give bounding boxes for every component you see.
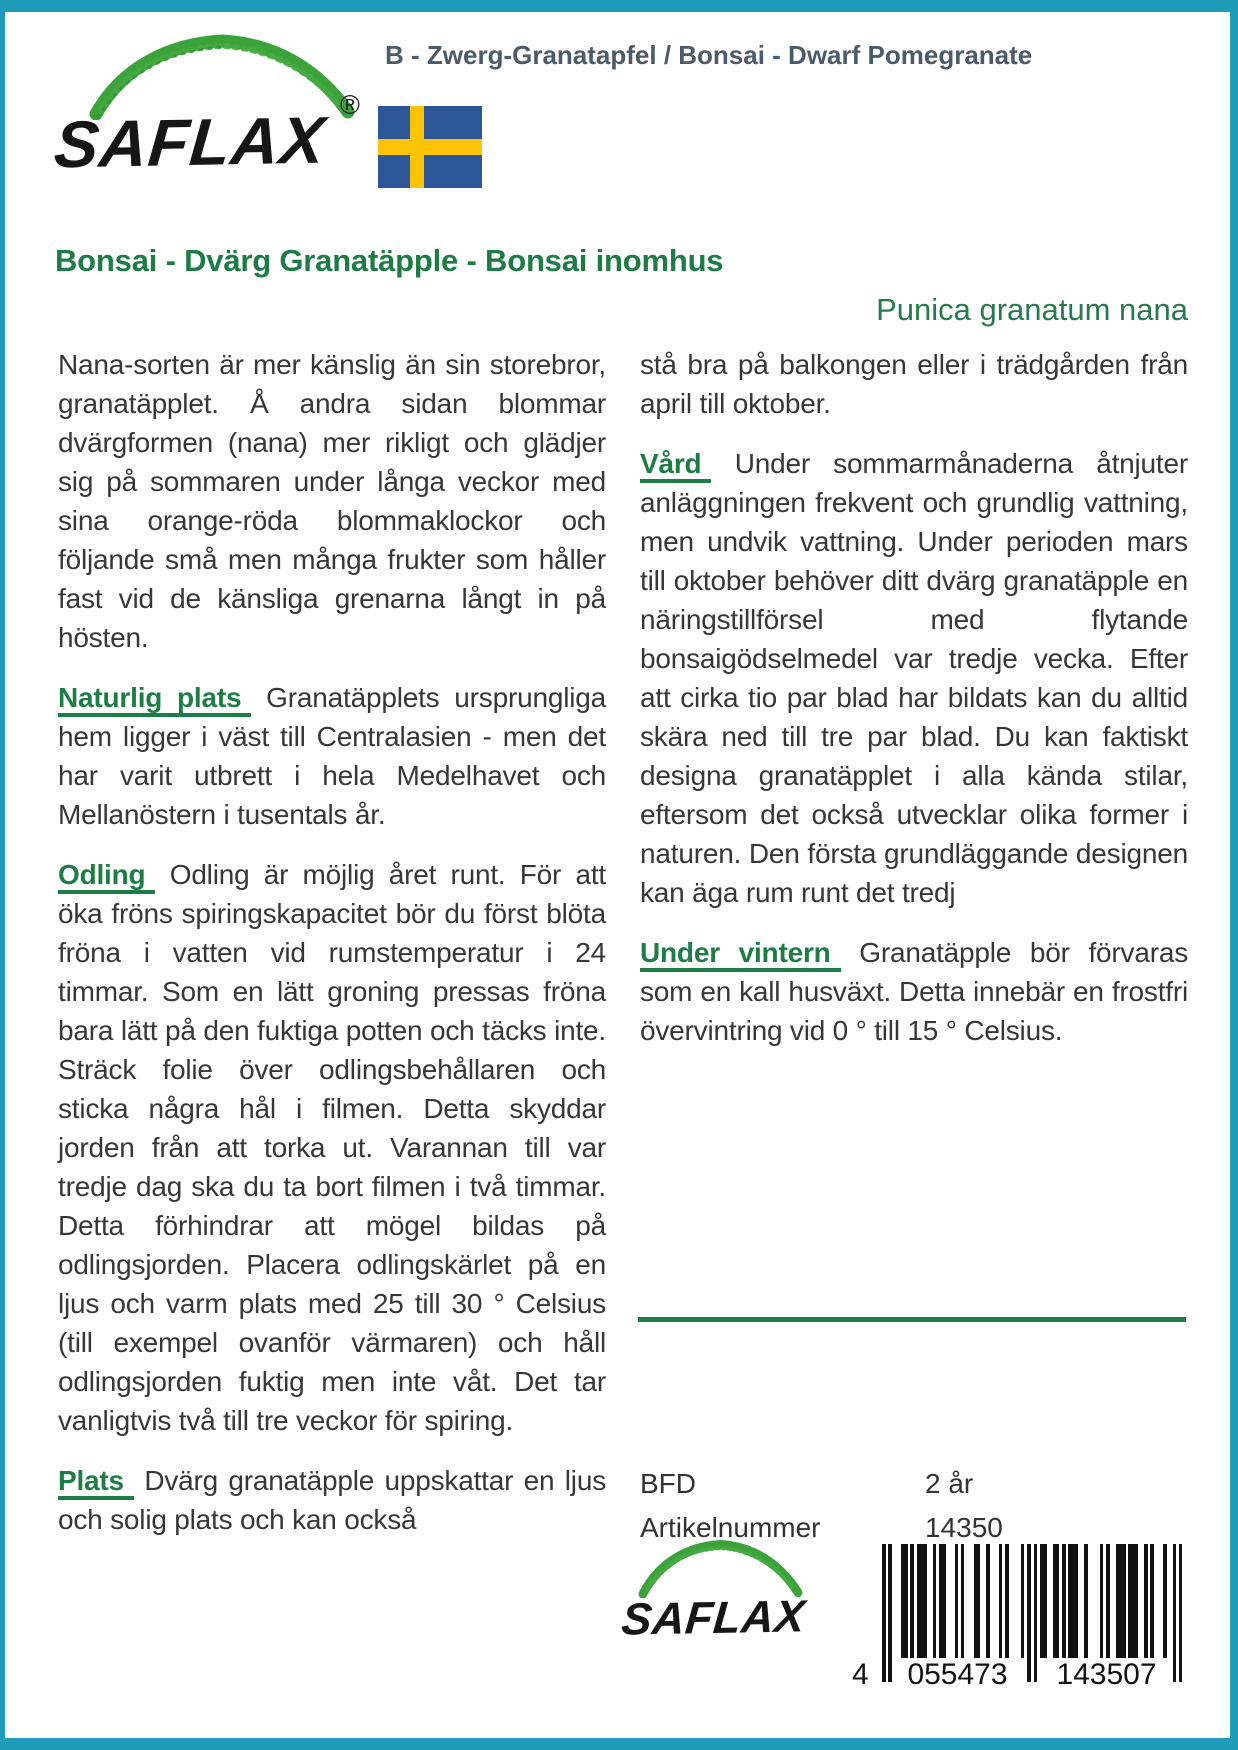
document-title: B - Zwerg-Granatapfel / Bonsai - Dwarf Pomegranate — [385, 40, 1033, 70]
text-column-right — [640, 345, 1188, 1071]
frame-border-bottom — [0, 1738, 1238, 1750]
paragraph: Naturlig plats Granatäpplets ursprungliga hem ligger i väst till Centralasien - men det har varit utbrett i hela Medelhavet och Mellanöstern i tusentals år. — [58, 682, 606, 830]
section-heading: Under vintern — [640, 937, 841, 972]
barcode-digits-right: 143507 — [1056, 1658, 1157, 1691]
barcode-bar — [1106, 1544, 1110, 1658]
barcode-bar — [1005, 1544, 1009, 1658]
paragraph: Plats Dvärg granatäpple uppskattar en ljus och solig plats och kan också — [58, 1465, 606, 1535]
barcode-digits-left: 055473 — [907, 1658, 1008, 1691]
barcode-bar — [1135, 1544, 1139, 1658]
sweden-flag-icon — [378, 106, 482, 188]
barcode-digit-lead: 4 — [852, 1658, 869, 1691]
barcode-bar — [1062, 1544, 1066, 1658]
section-heading: Plats — [58, 1465, 134, 1500]
frame-border-top — [0, 0, 1238, 12]
barcode-bar — [942, 1544, 946, 1658]
barcode-bar — [1122, 1544, 1126, 1658]
barcode-bar — [986, 1544, 990, 1658]
section-heading: Odling — [58, 859, 155, 894]
page-title: Bonsai - Dvärg Granatäpple - Bonsai inomhus — [55, 243, 724, 278]
barcode-bar — [1075, 1544, 1079, 1658]
barcode-bar — [955, 1544, 959, 1658]
paragraph: stå bra på balkongen eller i trädgården från april till oktober. — [640, 349, 1188, 419]
brand-wordmark: SAFLAX — [51, 102, 329, 182]
barcode-bar — [1100, 1544, 1104, 1658]
paragraph: Under vintern Granatäpple bör förvaras som en kall husväxt. Detta innebär en frostfri övervintring vid 0 ° till 15 ° Celsius. — [640, 937, 1188, 1046]
registered-trademark-icon: ® — [340, 90, 360, 120]
section-heading: Naturlig plats — [58, 682, 251, 717]
bfd-label: BFD — [640, 1468, 696, 1499]
barcode-bar — [910, 1544, 914, 1658]
barcode-bar — [977, 1544, 981, 1658]
barcode-bar — [904, 1544, 908, 1658]
barcode-bar — [1084, 1544, 1088, 1658]
barcode-bar — [1150, 1544, 1154, 1658]
barcode-bar — [933, 1544, 937, 1658]
paragraph: Vård Under sommarmånaderna åtnjuter anläggningen frekvent och grundlig vattning, men undvik vattning. Under perioden mars till oktober behöver ditt dvärg granatäpple en näringstillförsel med flytande bonsaigödselmedel var tredje vecka. Efter att cirka tio par blad har bildats kan du alltid skära ned till tre par blad. Du kan faktiskt designa granatäpplet i alla kända stilar, eftersom det också utvecklar olika former i naturen. Den första grundläggande designen kan äga rum runt det tredj — [640, 448, 1188, 908]
bfd-value: 2 år — [925, 1468, 974, 1499]
barcode-bar — [1173, 1544, 1177, 1682]
flag-cross-horizontal — [378, 139, 482, 155]
barcode-bar — [1027, 1544, 1031, 1682]
barcode-bar — [1034, 1544, 1038, 1682]
section-heading: Vård — [640, 448, 711, 483]
frame-border-left — [0, 0, 5, 1750]
paragraph: Nana-sorten är mer känslig än sin storebror, granatäpplet. Å andra sidan blommar dvärgformen (nana) mer rikligt och glädjer sig på sommaren under långa veckor med sina orange-röda blommaklockor och följande små men många frukter som håller fast vid de känsliga grenarna långt in på hösten. — [58, 349, 606, 653]
barcode-bar — [923, 1544, 927, 1658]
barcode-bar — [999, 1544, 1003, 1658]
article-number-value: 14350 — [925, 1512, 1003, 1543]
barcode-bar — [1056, 1544, 1060, 1658]
barcode-bar — [1021, 1544, 1025, 1658]
frame-border-right — [1230, 0, 1238, 1750]
text-column-left — [58, 345, 606, 1560]
footer-divider-rule — [638, 1317, 1186, 1322]
barcode-bar — [961, 1544, 965, 1658]
barcode-bar — [882, 1544, 886, 1682]
article-number-label: Artikelnummer — [640, 1512, 821, 1543]
barcode-bar — [1163, 1544, 1167, 1658]
barcode-bar — [1043, 1544, 1047, 1658]
brand-wordmark-small: SAFLAX — [619, 1590, 808, 1645]
botanical-name: Punica granatum nana — [876, 292, 1188, 327]
brand-arc-icon-small — [638, 1540, 803, 1598]
barcode-bar — [1144, 1544, 1148, 1658]
paragraph: Odling Odling är möjlig året runt. För att öka fröns spiringskapacitet bör du först blöta fröna i vatten vid rumstemperatur i 24 timmar. Som en lätt groning pressas fröna bara lätt på den fuktiga potten och täcks inte. Sträck folie över odlingsbehållaren och sticka några hål i filmen. Detta skyddar jorden från att torka ut. Varannan till var tredje dag ska du ta bort filmen i två timmar. Detta förhindrar att mögel bildas på odlingsjorden. Placera odlingskärlet på en ljus och varm plats med 25 till 30 ° Celsius (till exempel ovanför värmaren) och håll odlingsjorden fuktig men inte våt. Det tar vanligtvis två till tre veckor för spiring. — [58, 859, 606, 1436]
barcode-bar — [1179, 1544, 1183, 1682]
